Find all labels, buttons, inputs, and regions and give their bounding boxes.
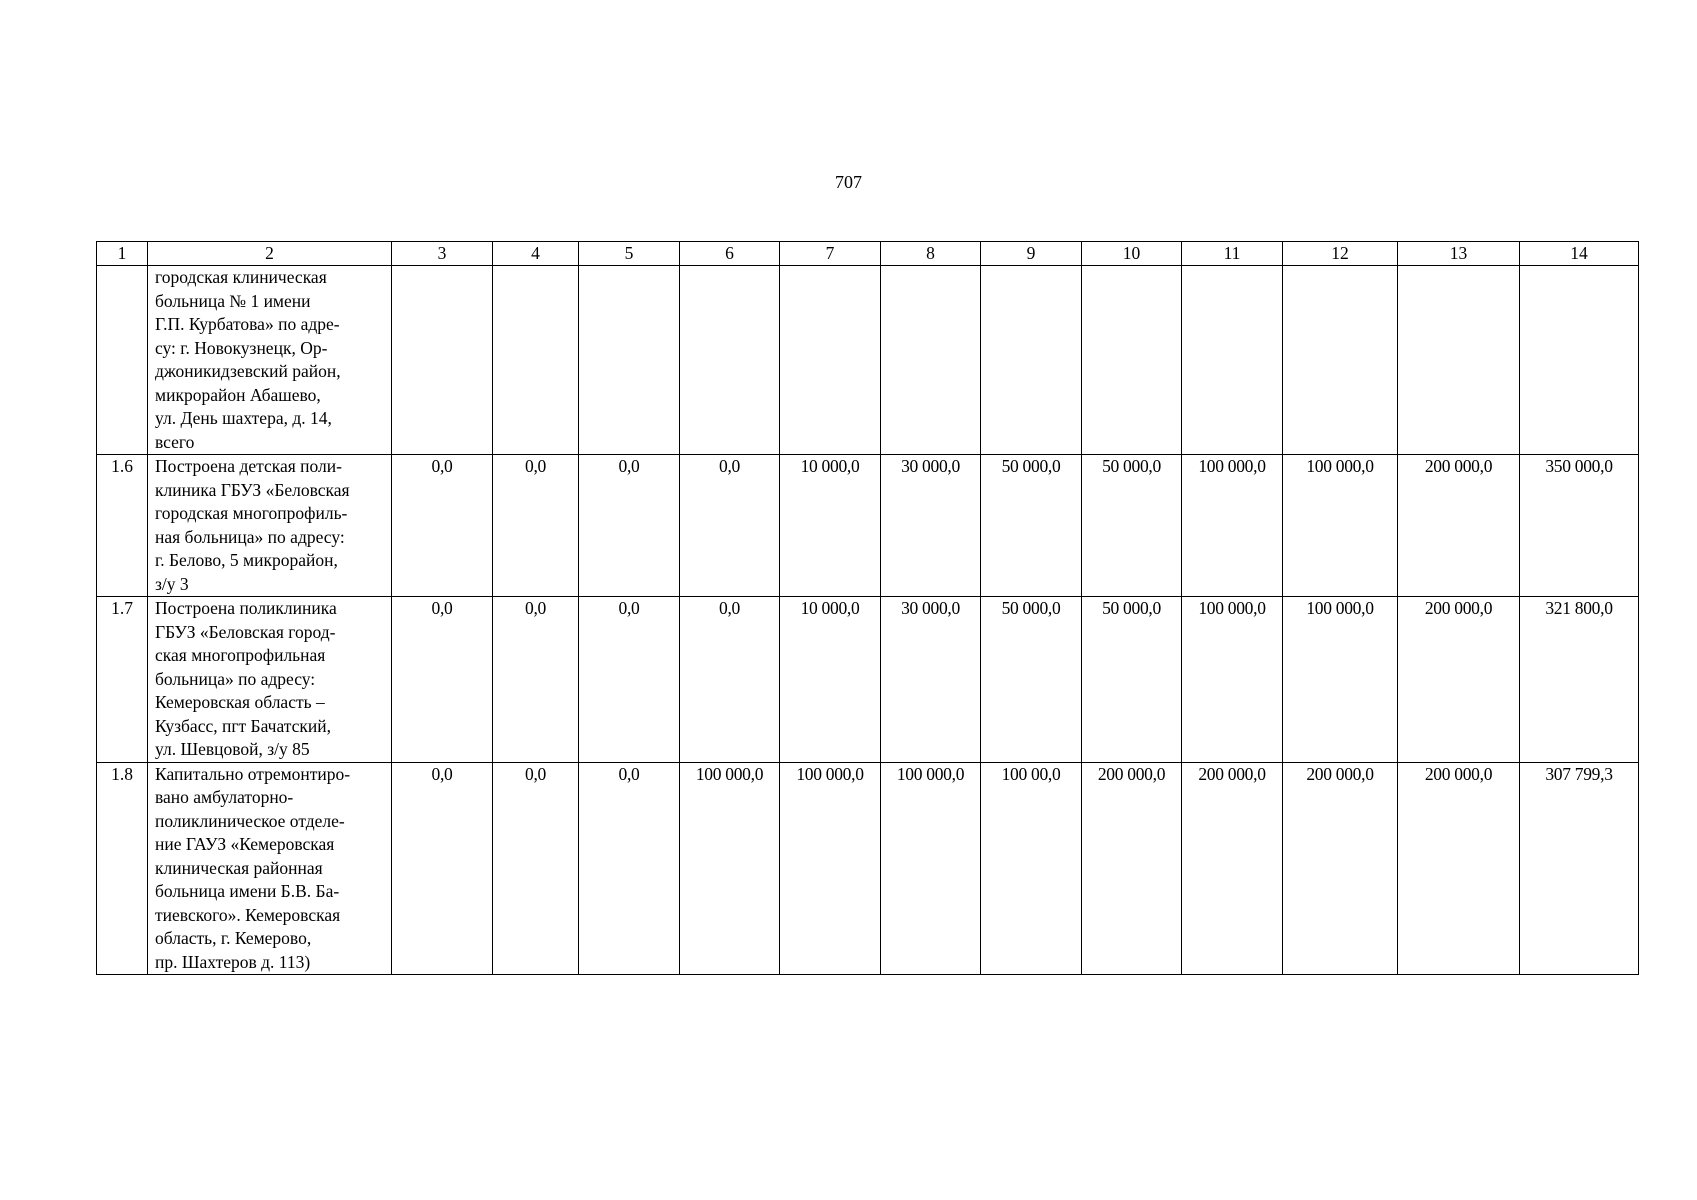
row-description-cell (148, 455, 392, 597)
column-header-4: 4 (493, 242, 579, 266)
value-cell-col-11: 100 000,0 (1182, 597, 1283, 763)
value-cell-col-14: 307 799,3 (1520, 762, 1639, 975)
value-cell-col-10: 50 000,0 (1082, 455, 1182, 597)
value-cell-col-8 (881, 266, 981, 455)
description-line: микрорайон Абашево, (155, 384, 321, 405)
table-row (97, 762, 1639, 975)
column-header-6: 6 (680, 242, 780, 266)
value-cell-col-9: 100 00,0 (981, 762, 1082, 975)
value-cell-col-12: 100 000,0 (1283, 597, 1398, 763)
row-description-cell (148, 266, 392, 455)
value-cell-col-6: 100 000,0 (680, 762, 780, 975)
description-line: Капитально отремонтиро- (155, 763, 351, 784)
description-line: больница № 1 имени (155, 290, 311, 311)
value-cell-col-4: 0,0 (493, 762, 579, 975)
value-cell-col-9: 50 000,0 (981, 597, 1082, 763)
value-cell-col-3 (392, 266, 493, 455)
description-line: больница имени Б.В. Ба- (155, 881, 340, 901)
column-header-7: 7 (780, 242, 881, 266)
value-cell-col-13: 200 000,0 (1398, 455, 1520, 597)
value-cell-col-12: 200 000,0 (1283, 762, 1398, 975)
description-line: клиническая районная (155, 857, 323, 878)
row-number-cell (97, 266, 148, 455)
value-cell-col-8: 30 000,0 (881, 455, 981, 597)
description-line: поликлиническое отделе- (155, 810, 345, 831)
description-line: ние ГАУЗ «Кемеровская (155, 834, 335, 854)
value-cell-col-14: 321 800,0 (1520, 597, 1639, 763)
row-number-cell: 1.6 (97, 455, 148, 597)
value-cell-col-13: 200 000,0 (1398, 597, 1520, 763)
value-cell-col-5: 0,0 (579, 597, 680, 763)
value-cell-col-13 (1398, 266, 1520, 455)
description-line: ная больница» по адресу: (155, 526, 345, 547)
description-line: городская многопрофиль- (155, 503, 348, 523)
value-cell-col-6 (680, 266, 780, 455)
table-row (97, 266, 1639, 455)
description-line: всего (155, 431, 195, 452)
value-cell-col-13: 200 000,0 (1398, 762, 1520, 975)
budget-table (96, 241, 1639, 975)
value-cell-col-4: 0,0 (493, 597, 579, 763)
description-line: область, г. Кемерово, (155, 928, 312, 948)
description-line: тиевского». Кемеровская (155, 904, 341, 925)
value-cell-col-10 (1082, 266, 1182, 455)
description-line: Построена поликлиника (155, 598, 337, 618)
description-line: ская многопрофильная (155, 645, 326, 665)
description-line: г. Белово, 5 микрорайон, (155, 550, 338, 570)
column-header-9: 9 (981, 242, 1082, 266)
value-cell-col-3: 0,0 (392, 762, 493, 975)
description-line: клиника ГБУЗ «Беловская (155, 479, 350, 500)
value-cell-col-12 (1283, 266, 1398, 455)
value-cell-col-5: 0,0 (579, 762, 680, 975)
description-line: Г.П. Курбатова» по адре- (155, 314, 340, 334)
column-header-3: 3 (392, 242, 493, 266)
value-cell-col-6: 0,0 (680, 597, 780, 763)
value-cell-col-7: 10 000,0 (780, 455, 881, 597)
column-header-10: 10 (1082, 242, 1182, 266)
table-row (97, 455, 1639, 597)
description-line: ул. Шевцовой, з/у 85 (155, 739, 310, 759)
column-header-11: 11 (1182, 242, 1283, 266)
description-line: больница» по адресу: (155, 668, 316, 689)
description-line: городская клиническая (155, 267, 327, 287)
description-line: ГБУЗ «Беловская город- (155, 621, 336, 642)
value-cell-col-12: 100 000,0 (1283, 455, 1398, 597)
description-line: Кемеровская область – (155, 692, 325, 712)
description-line: вано амбулаторно- (155, 787, 294, 807)
table-body (97, 266, 1639, 975)
column-number-header-row (97, 242, 1639, 266)
value-cell-col-6: 0,0 (680, 455, 780, 597)
value-cell-col-5 (579, 266, 680, 455)
value-cell-col-11 (1182, 266, 1283, 455)
column-header-2: 2 (148, 242, 392, 266)
value-cell-col-10: 50 000,0 (1082, 597, 1182, 763)
column-header-12: 12 (1283, 242, 1398, 266)
value-cell-col-7: 100 000,0 (780, 762, 881, 975)
description-line: з/у 3 (155, 573, 189, 594)
value-cell-col-7: 10 000,0 (780, 597, 881, 763)
description-line: Построена детская поли- (155, 456, 342, 476)
value-cell-col-9 (981, 266, 1082, 455)
value-cell-col-4 (493, 266, 579, 455)
value-cell-col-9: 50 000,0 (981, 455, 1082, 597)
value-cell-col-7 (780, 266, 881, 455)
table-row (97, 597, 1639, 763)
value-cell-col-8: 100 000,0 (881, 762, 981, 975)
description-line: джоникидзевский район, (155, 361, 341, 381)
value-cell-col-8: 30 000,0 (881, 597, 981, 763)
column-header-8: 8 (881, 242, 981, 266)
value-cell-col-11: 100 000,0 (1182, 455, 1283, 597)
value-cell-col-3: 0,0 (392, 455, 493, 597)
description-line: пр. Шахтеров д. 113) (155, 951, 311, 972)
value-cell-col-14: 350 000,0 (1520, 455, 1639, 597)
row-description-cell (148, 597, 392, 763)
page-number: 707 (835, 172, 862, 192)
value-cell-col-5: 0,0 (579, 455, 680, 597)
value-cell-col-14 (1520, 266, 1639, 455)
row-description-cell (148, 762, 392, 975)
column-header-5: 5 (579, 242, 680, 266)
column-header-14: 14 (1520, 242, 1639, 266)
row-number-cell: 1.8 (97, 762, 148, 975)
description-line: ул. День шахтера, д. 14, (155, 408, 332, 428)
column-header-13: 13 (1398, 242, 1520, 266)
description-line: Кузбасс, пгт Бачатский, (155, 715, 332, 736)
row-number-cell: 1.7 (97, 597, 148, 763)
description-line: су: г. Новокузнецк, Ор- (155, 337, 328, 358)
value-cell-col-3: 0,0 (392, 597, 493, 763)
value-cell-col-11: 200 000,0 (1182, 762, 1283, 975)
column-header-1: 1 (97, 242, 148, 266)
value-cell-col-4: 0,0 (493, 455, 579, 597)
value-cell-col-10: 200 000,0 (1082, 762, 1182, 975)
